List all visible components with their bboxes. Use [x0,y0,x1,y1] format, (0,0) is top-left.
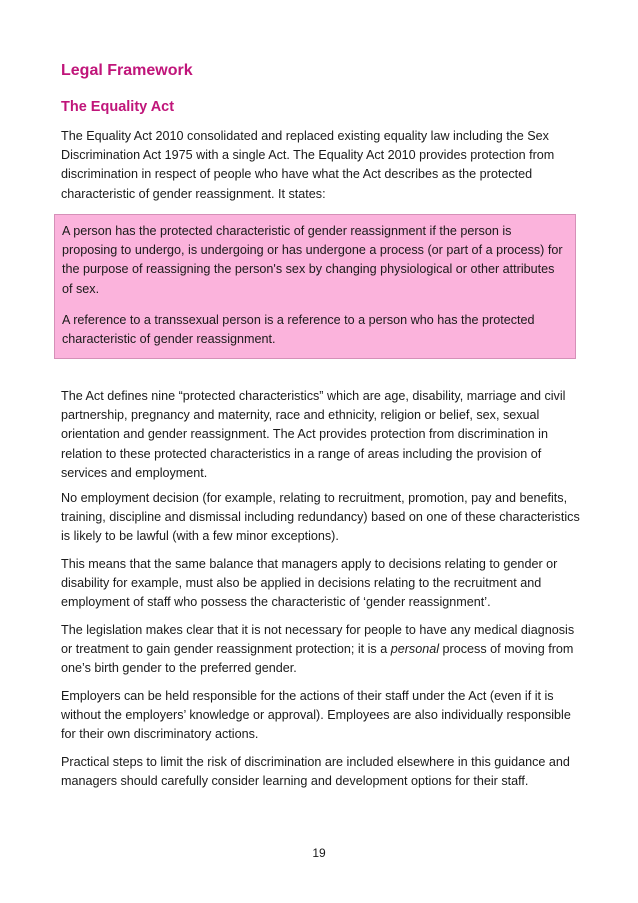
page-heading: Legal Framework [61,62,193,79]
employer-responsibility-paragraph: Employers can be held responsible for the actions of their staff under the Act (even if it is without the employers’ knowledge or approval). Employees are also individually responsible for their own discriminatory actions. [61,689,571,742]
legislation-text-start: The legislation makes clear that it is not necessary for people to have any medical diagnosis or treatment to gain gender reassignment protection; it is a [61,623,575,657]
page-number: 19 [312,846,326,860]
quote-paragraph-1: A person has the protected characteristic of gender reassignment if the person is proposing to undergo, is undergoing or has undergone a process (or part of a process) for the purpose of reassigning the person's sex by changing physiological or other attributes of sex. [62,224,563,296]
legislation-text-end: process of moving from one’s birth gender to the preferred gender. [61,642,574,676]
intro-paragraph: The Equality Act 2010 consolidated and replaced existing equality law including the Sex Discrimination Act 1975 with a single Act. The Equality Act 2010 provides protection from discrimination in respect of people who have what the Act describes as the protected characteristic of gender reassignment. It states: [61,129,555,201]
practical-steps-paragraph: Practical steps to limit the risk of discrimination are included elsewhere in this guidance and managers should carefully consider learning and development options for their staff. [61,755,570,789]
quote-paragraph-2: A reference to a transsexual person is a reference to a person who has the protected characteristic of gender reassignment. [62,313,535,347]
employment-decision-paragraph: No employment decision (for example, relating to recruitment, promotion, pay and benefits, training, discipline and dismissal including redundancy) based on one of these characteristics is likely to be lawful (with a few minor exceptions). [61,491,580,544]
legislation-emphasis: personal [390,642,440,657]
section-heading: The Equality Act [61,99,175,115]
protected-characteristics-paragraph: The Act defines nine “protected characteristics” which are age, disability, marriage and civil partnership, pregnancy and maternity, race and ethnicity, religion or belief, sex, sexual orientation and gender reassignment. The Act provides protection from discrimination in relation to these protected characteristics in a range of areas including the provision of services and employment. [61,389,566,480]
balance-paragraph: This means that the same balance that managers apply to decisions relating to gender or disability for example, must also be applied in decisions relating to the recruitment and employment of staff who possess the characteristic of ‘gender reassignment’. [61,557,558,610]
legislation-paragraph [61,621,581,679]
quoted-legislation-box [54,214,576,359]
